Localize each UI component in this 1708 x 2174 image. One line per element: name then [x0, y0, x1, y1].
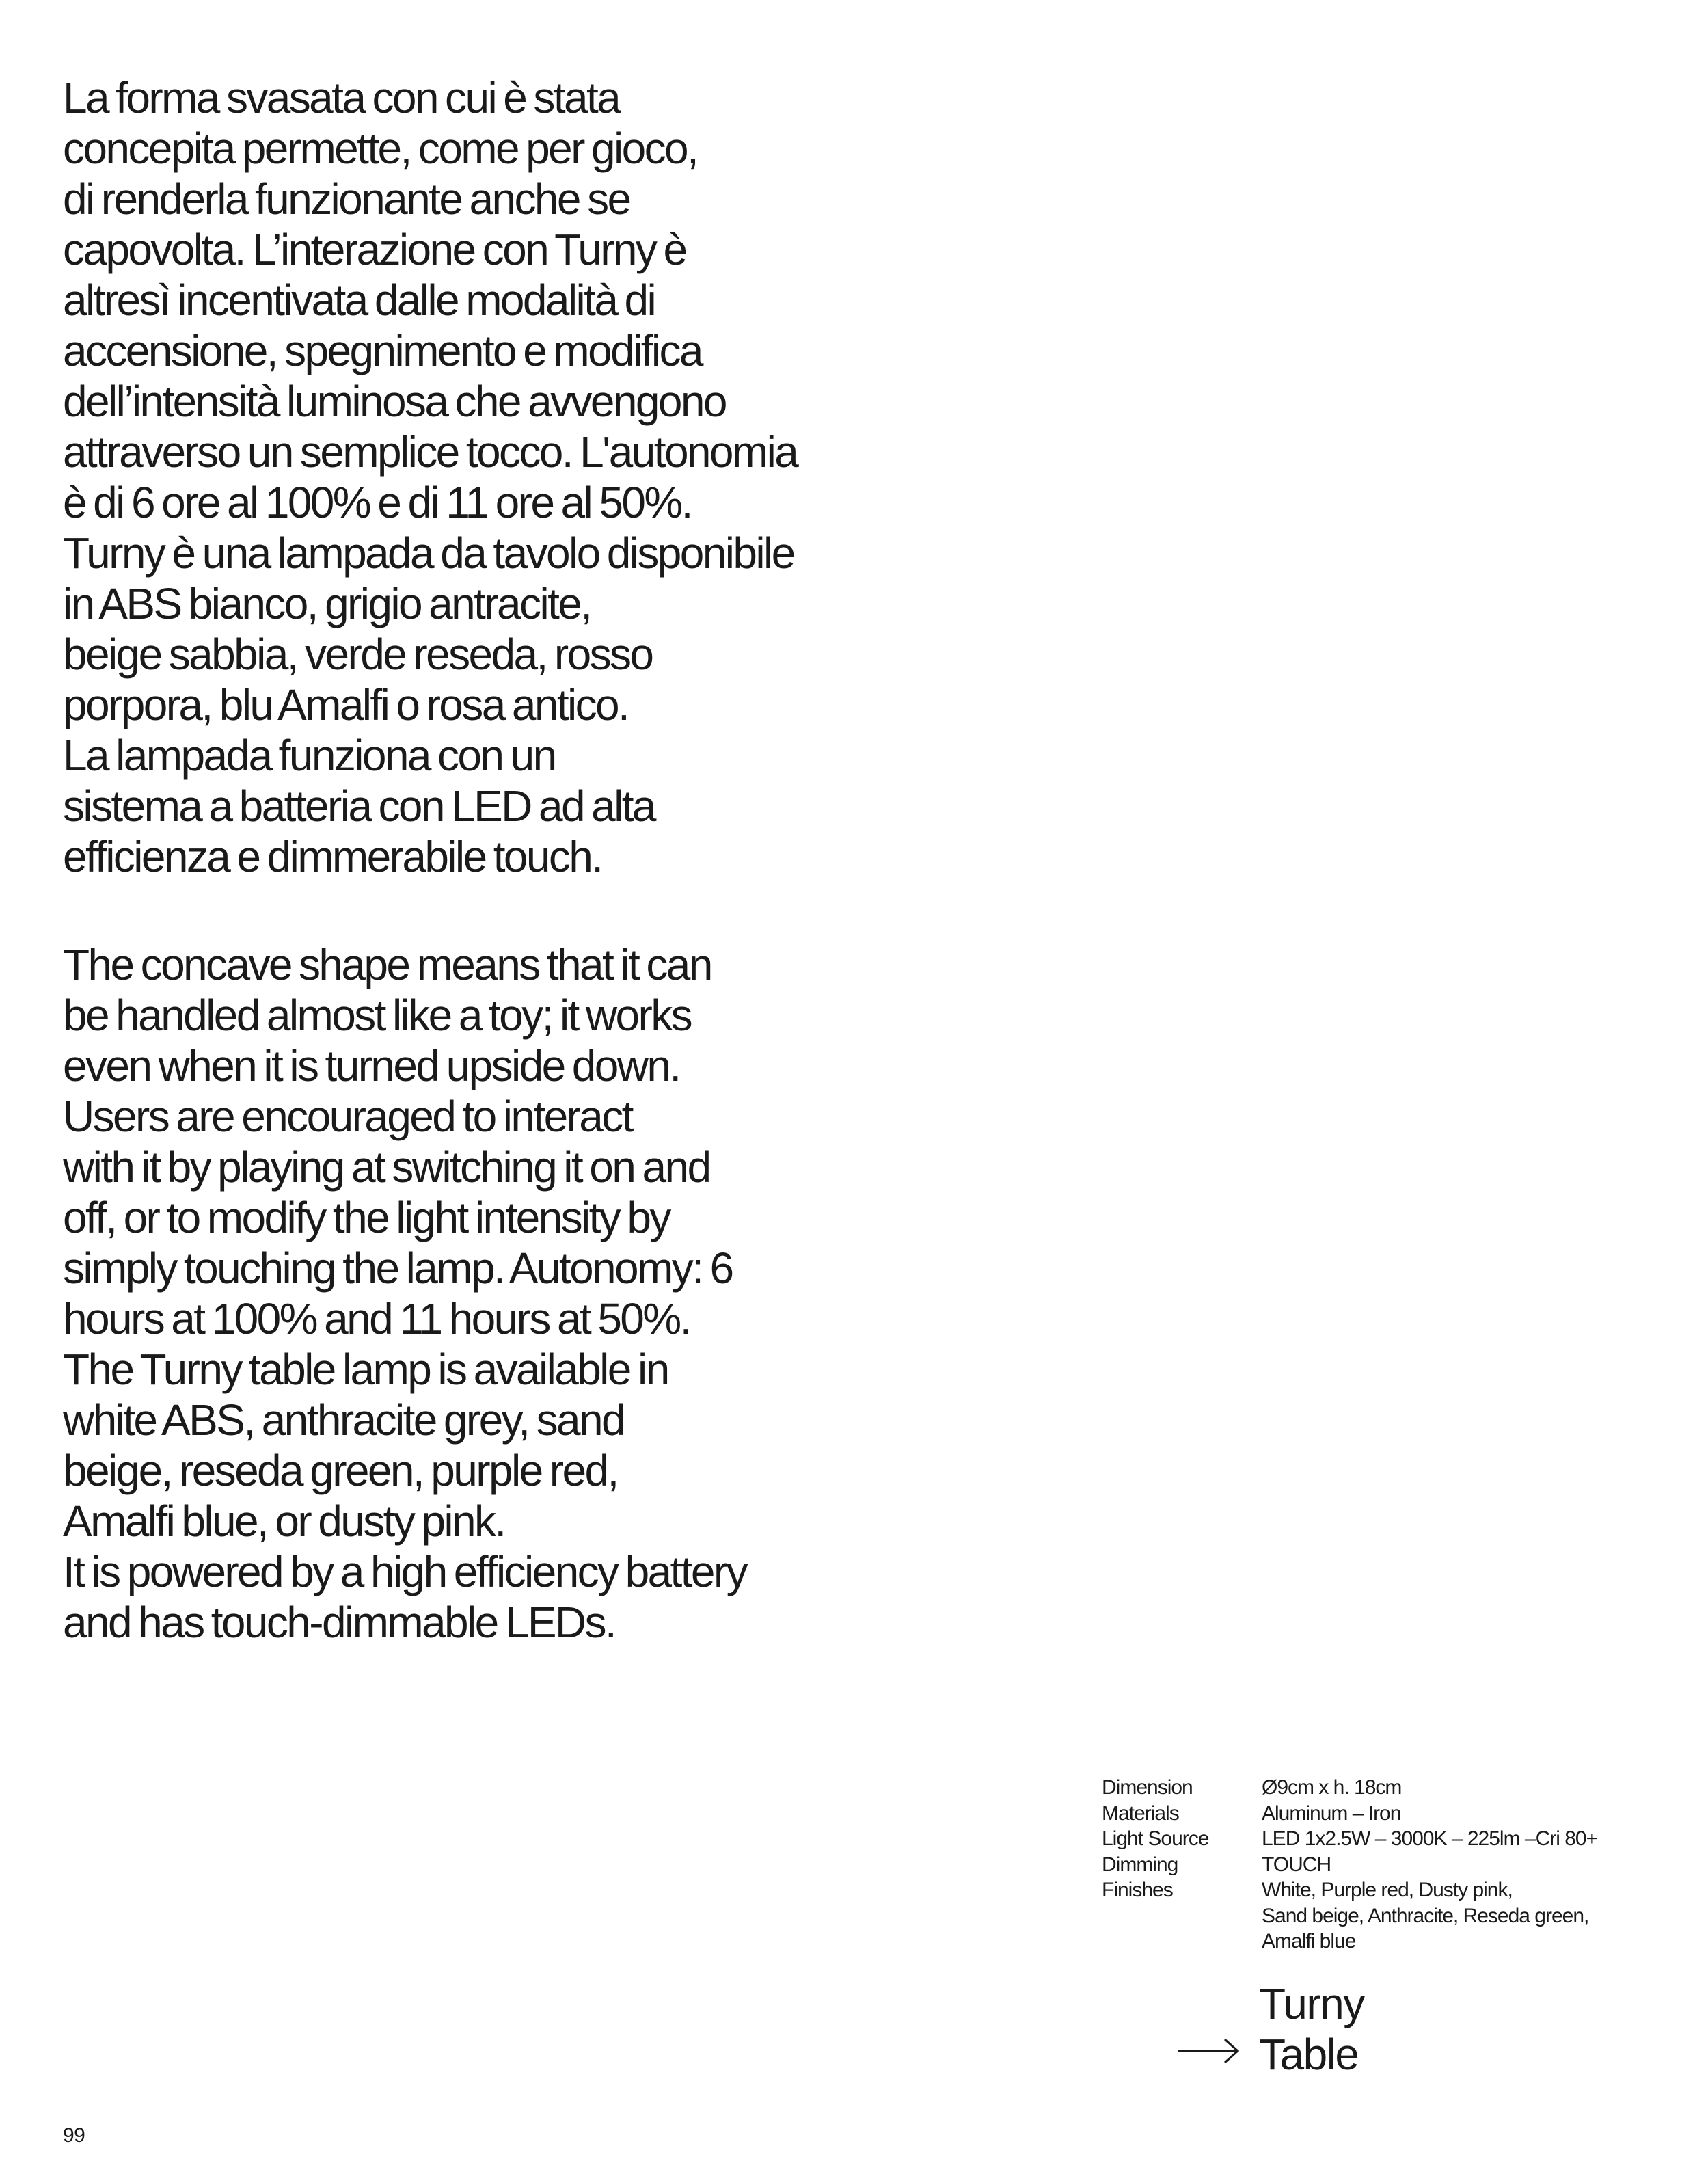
italian-text-line: altresì incentivata dalle modalità di: [63, 276, 655, 325]
spec-label: Dimension: [1102, 1776, 1193, 1799]
italian-text-line: dell’intensità luminosa che avvengono: [63, 377, 726, 426]
italian-text-line: efficienza e dimmerabile touch.: [63, 832, 602, 881]
spec-row-materials: [1102, 1801, 1597, 1827]
spec-value-line: White, Purple red, Dusty pink,: [1262, 1879, 1513, 1901]
english-text-line: with it by playing at switching it on and: [63, 1142, 710, 1192]
italian-text-line: porpora, blu Amalfi o rosa antico.: [63, 680, 629, 729]
italian-description: [63, 72, 1006, 882]
spec-label: Materials: [1102, 1801, 1179, 1825]
english-text-line: be handled almost like a toy; it works: [63, 991, 692, 1040]
spec-label: Dimming: [1102, 1853, 1178, 1876]
italian-text-line: sistema a batteria con LED ad alta: [63, 781, 655, 831]
spec-value-line: TOUCH: [1262, 1853, 1331, 1876]
product-title: [1259, 1978, 1364, 2080]
spec-value-line: Amalfi blue: [1262, 1930, 1356, 1952]
english-text-line: The Turny table lamp is available in: [63, 1345, 668, 1394]
italian-text-line: Turny è una lampada da tavolo disponibile: [63, 528, 794, 578]
spec-table: [1102, 1775, 1597, 1955]
english-text-line: Users are encouraged to interact: [63, 1092, 632, 1141]
page-number: 99: [63, 2124, 85, 2147]
english-text-line: hours at 100% and 11 hours at 50%.: [63, 1294, 690, 1343]
english-text-line: The concave shape means that it can: [63, 940, 711, 989]
italian-text-line: attraverso un semplice tocco. L'autonomia: [63, 427, 798, 477]
spec-row-finishes: [1102, 1877, 1597, 1955]
english-text-line: Amalfi blue, or dusty pink.: [63, 1497, 505, 1546]
english-text-line: beige, reseda green, purple red,: [63, 1446, 618, 1495]
spec-row-dimming: [1102, 1852, 1597, 1878]
spec-row-dimension: [1102, 1775, 1597, 1801]
spec-value-line: Aluminum – Iron: [1262, 1801, 1401, 1825]
right-arrow-icon: [1177, 2037, 1240, 2065]
italian-text-line: beige sabbia, verde reseda, rosso: [63, 630, 653, 679]
product-title-line-1: Turny: [1259, 1979, 1364, 2028]
english-text-line: and has touch-dimmable LEDs.: [63, 1598, 616, 1647]
italian-text-line: La lampada funziona con un: [63, 731, 556, 780]
italian-text-line: capovolta. L’interazione con Turny è: [63, 225, 686, 274]
italian-text-line: di renderla funzionante anche se: [63, 174, 630, 224]
italian-text-line: è di 6 ore al 100% e di 11 ore al 50%.: [63, 478, 692, 527]
english-text-line: white ABS, anthracite grey, sand: [63, 1395, 625, 1445]
english-text-line: off, or to modify the light intensity by: [63, 1193, 670, 1242]
spec-row-light-source: [1102, 1826, 1597, 1852]
spec-value: [1262, 1801, 1400, 1827]
english-text-line: simply touching the lamp. Autonomy: 6: [63, 1244, 733, 1293]
spec-value: [1262, 1852, 1331, 1878]
italian-text-line: in ABS bianco, grigio antracite,: [63, 579, 591, 628]
italian-text-line: concepita permette, come per gioco,: [63, 124, 698, 173]
italian-text-line: La forma svasata con cui è stata: [63, 73, 620, 122]
spec-label: Finishes: [1102, 1879, 1173, 1901]
english-description: [63, 939, 1006, 1648]
spec-value: [1262, 1826, 1597, 1852]
spec-label: Light Source: [1102, 1827, 1209, 1850]
spec-value: [1262, 1775, 1401, 1801]
product-title-line-2: Table: [1259, 2030, 1359, 2079]
spec-value-line: LED 1x2.5W – 3000K – 225lm –Cri 80+: [1262, 1827, 1598, 1850]
italian-text-line: accensione, spegnimento e modifica: [63, 326, 702, 375]
spec-value: [1262, 1877, 1588, 1955]
english-text-line: It is powered by a high efficiency battery: [63, 1547, 747, 1596]
spec-value-line: Sand beige, Anthracite, Reseda green,: [1262, 1904, 1589, 1927]
english-text-line: even when it is turned upside down.: [63, 1041, 680, 1090]
spec-value-line: Ø9cm x h. 18cm: [1262, 1776, 1402, 1799]
